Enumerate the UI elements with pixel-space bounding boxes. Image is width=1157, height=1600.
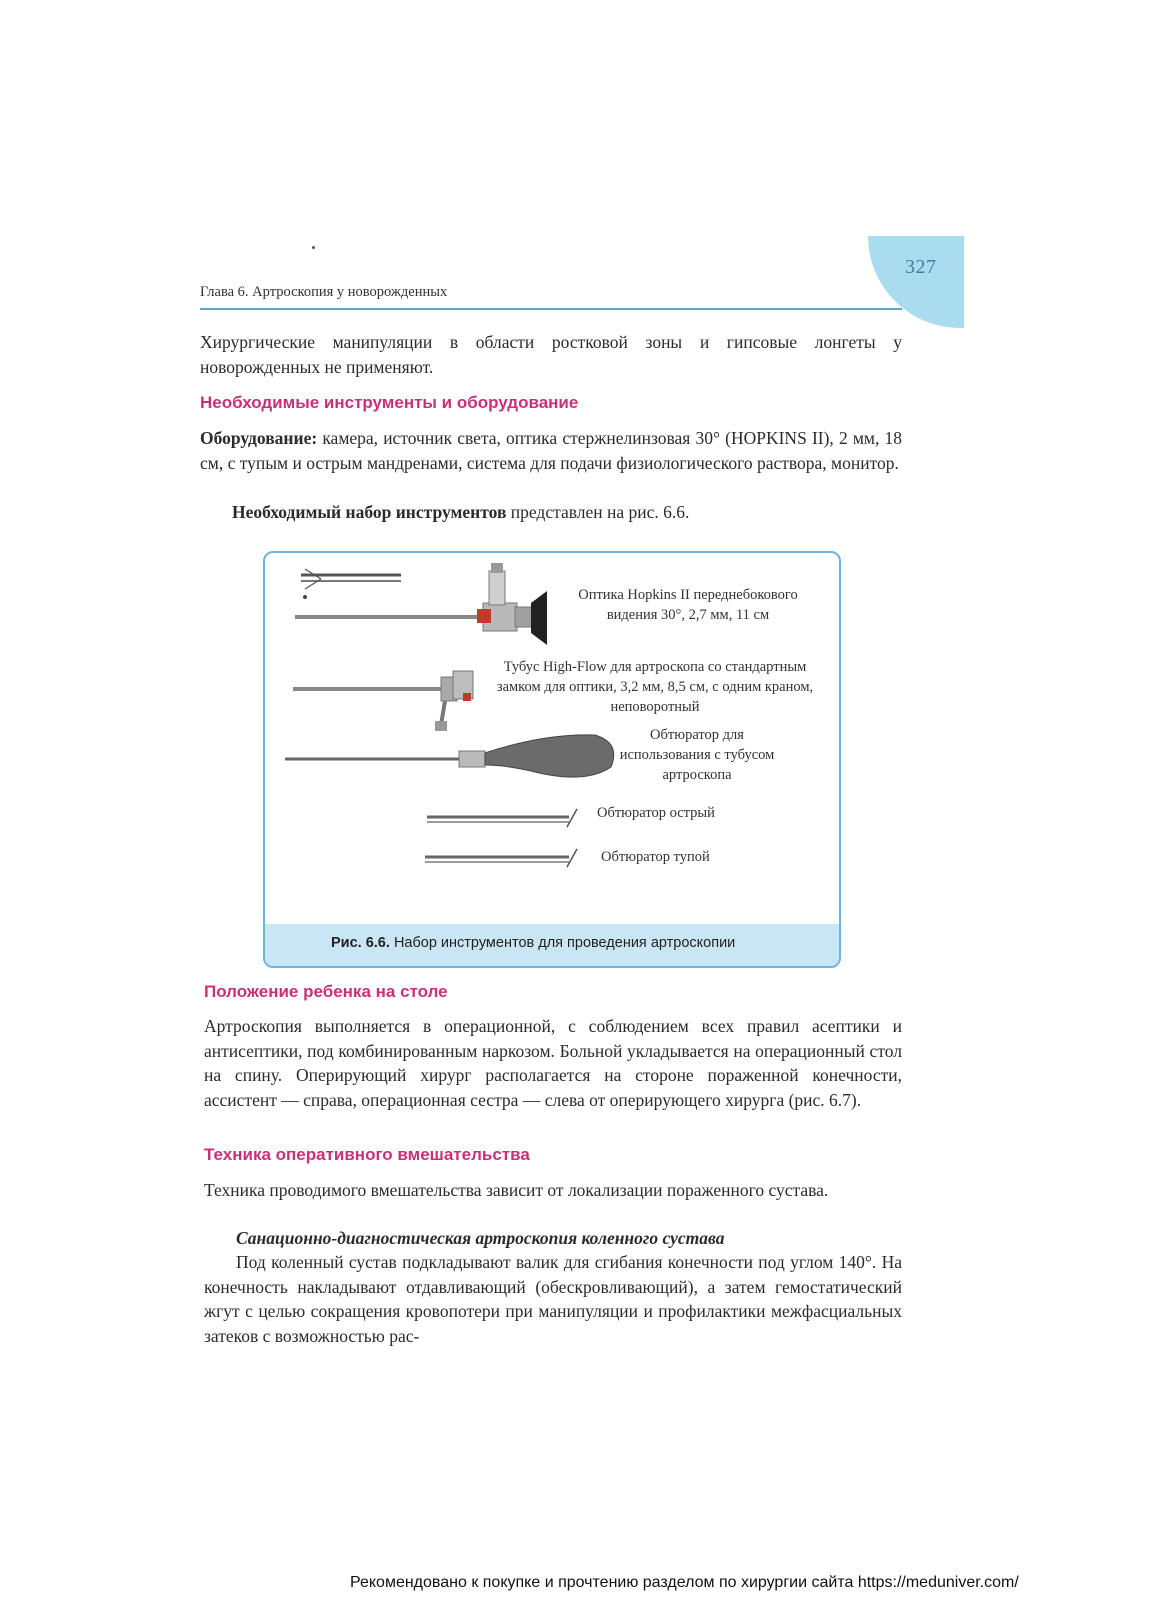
obturator-illustration [285,735,614,777]
sharp-obturator-illustration [427,809,577,827]
label-blunt-obturator: Обтюратор тупой [601,849,710,865]
technique-paragraph-2: Под коленный сустав подкладывают валик для сгибания конечности под углом 140°. На конечность накладывают отдавливающий (обескровливающий), а затем гемостатический жгут с целью сокращения кровопотери при манипуляции и профилактики межфасциальных затеков с возможностью рас- [204,1252,902,1346]
section-heading-instruments: Необходимые инструменты и оборудование [200,393,579,412]
blunt-obturator-illustration [425,849,577,867]
running-head: Глава 6. Артроскопия у новорожденных [200,284,448,300]
instrument-set-label: Необходимый набор инструментов [232,502,507,522]
scan-speck [312,246,315,249]
footer-note: Рекомендовано к покупке и прочтению разделом по хирургии сайта https://meduniver.com/ [350,1574,1019,1591]
figure-caption-text: Набор инструментов для проведения артроскопии [393,935,736,951]
intro-paragraph: Хирургические манипуляции в области ростковой зоны и гипсовые лонгеты у новорожденных не применяют. [200,332,902,377]
figure-caption-number: Рис. 6.6. [331,935,390,951]
optics-illustration [295,563,547,645]
equipment-paragraph [200,426,902,475]
page-number-tab [868,236,964,328]
header-rule [200,308,902,310]
page-number: 327 [905,256,937,278]
equipment-label: Оборудование: [200,428,318,448]
label-tube: Тубус High-Flow для артроскопа со стандартным замком для оптики, 3,2 мм, 8,5 см, с одним краном, неповоротный [496,659,814,715]
section-heading-position: Положение ребенка на столе [204,982,448,1001]
instrument-set-paragraph [232,500,902,525]
label-optics: Оптика Hopkins II переднебокового видения 30°, 2,7 мм, 11 см [578,587,798,623]
label-sharp-obturator: Обтюратор острый [597,805,715,821]
figure-caption [331,935,735,951]
tube-illustration [293,671,473,731]
section-heading-technique: Техника оперативного вмешательства [204,1145,530,1164]
instrument-set-text: представлен на рис. 6.6. [510,502,690,522]
figure-caption-band [265,924,839,966]
position-paragraph: Артроскопия выполняется в операционной, с соблюдением всех правил асептики и антисептики, под комбинированным наркозом. Больной укладывается на операционный стол на спину. Оперирующий хирург располагается на стороне пораженной конечности, ассистент — справа, операционная сестра — слева от оперирующего хирурга (рис. 6.7). [204,1016,902,1110]
figure-instruments [263,551,841,968]
technique-paragraph: Техника проводимого вмешательства зависит от локализации пораженного сустава. [204,1180,829,1200]
technique-subheading: Санационно-диагностическая артроскопия коленного сустава [236,1228,725,1248]
equipment-text: камера, источник света, оптика стержнелинзовая 30° (HOPKINS II), 2 мм, 18 см, с тупым и острым мандренами, система для подачи физиологического раствора, монитор. [200,428,902,473]
label-obturator: Обтюратор для использования с тубусом артроскопа [619,727,775,783]
